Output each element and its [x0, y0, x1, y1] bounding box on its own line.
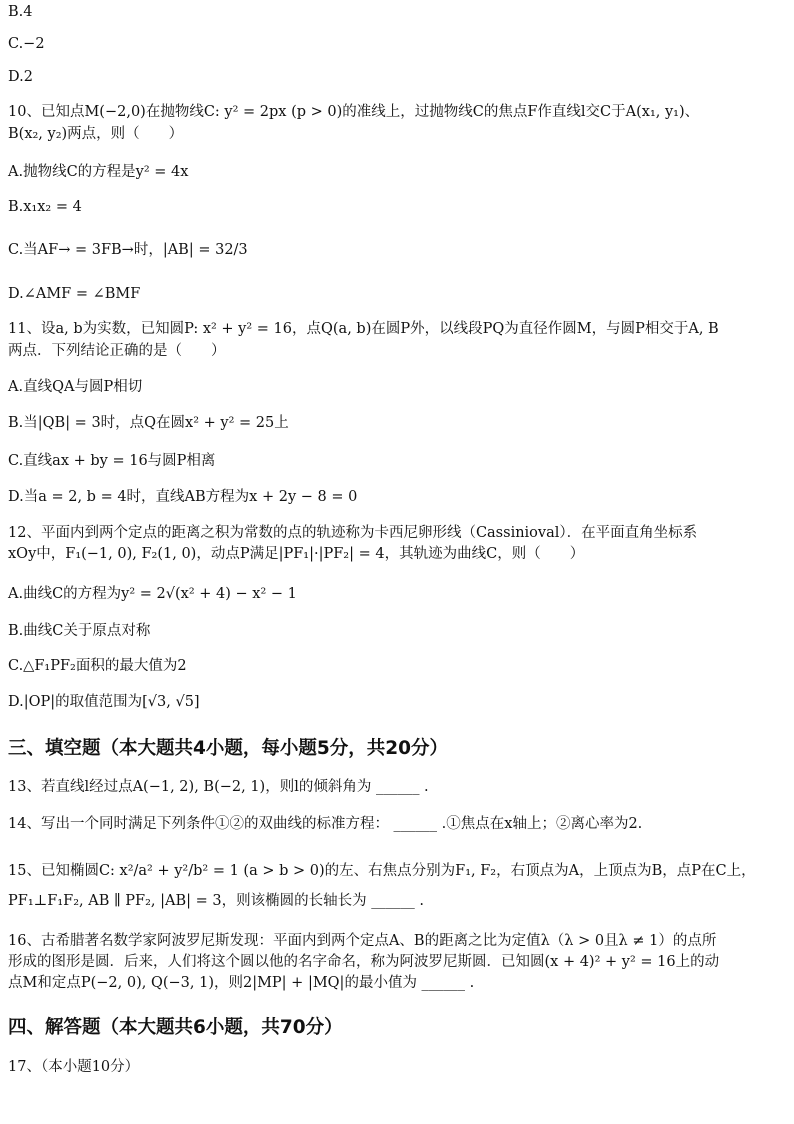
option-c-neg2: C.−2: [8, 36, 45, 52]
q15-stem-line2: PF₁⊥F₁F₂, AB ∥ PF₂, |AB| = 3，则该椭圆的长轴长为 ______ .: [8, 893, 424, 909]
q11-stem-line1: 11、设a, b为实数，已知圆P: x² + y² = 16，点Q(a, b)在圆P外，以线段PQ为直径作圆M，与圆P相交于A, B: [8, 321, 719, 337]
q11-option-b: B.当|QB| = 3时，点Q在圆x² + y² = 25上: [8, 415, 289, 431]
section-answer-heading: 四、解答题（本大题共6小题，共70分）: [8, 1017, 343, 1038]
option-d-2: D.2: [8, 69, 33, 85]
q15-stem-line1: 15、已知椭圆C: x²/a² + y²/b² = 1 (a > b > 0)的左、右焦点分别为F₁, F₂，右顶点为A，上顶点为B，点P在C上，: [8, 863, 756, 879]
q17-stem: 17、（本小题10分）: [8, 1059, 140, 1075]
q14-stem: 14、写出一个同时满足下列条件①②的双曲线的标准方程： ______ .①焦点在x轴上；②离心率为2.: [8, 816, 643, 832]
q10-option-a: A.抛物线C的方程是y² = 4x: [8, 164, 189, 180]
q12-option-c: C.△F₁PF₂面积的最大值为2: [8, 658, 187, 674]
option-b-4: B.4: [8, 4, 33, 20]
q12-option-b: B.曲线C关于原点对称: [8, 623, 151, 639]
q11-option-c: C.直线ax + by = 16与圆P相离: [8, 453, 216, 469]
q10-stem-line2: B(x₂, y₂)两点，则（ ）: [8, 126, 184, 142]
q10-option-b: B.x₁x₂ = 4: [8, 199, 82, 215]
q16-stem-line1: 16、古希腊著名数学家阿波罗尼斯发现：平面内到两个定点A、B的距离之比为定值λ（λ > 0且λ ≠ 1）的点所: [8, 933, 717, 949]
q12-option-d: D.|OP|的取值范围为[√3, √5]: [8, 694, 200, 710]
q11-option-d: D.当a = 2, b = 4时，直线AB方程为x + 2y − 8 = 0: [8, 489, 358, 505]
q10-option-c: C.当AF→ = 3FB→时，|AB| = 32/3: [8, 242, 248, 258]
q13-stem: 13、若直线l经过点A(−1, 2), B(−2, 1)，则l的倾斜角为 ______ .: [8, 779, 429, 795]
q10-stem-line1: 10、已知点M(−2,0)在抛物线C: y² = 2px (p > 0)的准线上，过抛物线C的焦点F作直线l交C于A(x₁, y₁)、: [8, 104, 700, 120]
q12-stem-line2: xOy中，F₁(−1, 0), F₂(1, 0)，动点P满足|PF₁|·|PF₂| = 4，其轨迹为曲线C，则（ ）: [8, 546, 585, 562]
q11-option-a: A.直线QA与圆P相切: [8, 379, 143, 395]
q10-option-d: D.∠AMF = ∠BMF: [8, 286, 141, 302]
section-fill-blank-heading: 三、填空题（本大题共4小题，每小题5分，共20分）: [8, 738, 448, 759]
q12-stem-line1: 12、平面内到两个定点的距离之积为常数的点的轨迹称为卡西尼卵形线（Cassinioval）．在平面直角坐标系: [8, 525, 698, 541]
q16-stem-line2: 形成的图形是圆．后来，人们将这个圆以他的名字命名，称为阿波罗尼斯圆．已知圆(x + 4)² + y² = 16上的动: [8, 954, 720, 970]
q16-stem-line3: 点M和定点P(−2, 0), Q(−3, 1)，则2|MP| + |MQ|的最小值为 ______ .: [8, 975, 475, 991]
q11-stem-line2: 两点．下列结论正确的是（ ）: [8, 343, 226, 359]
q12-option-a: A.曲线C的方程为y² = 2√(x² + 4) − x² − 1: [8, 586, 297, 602]
